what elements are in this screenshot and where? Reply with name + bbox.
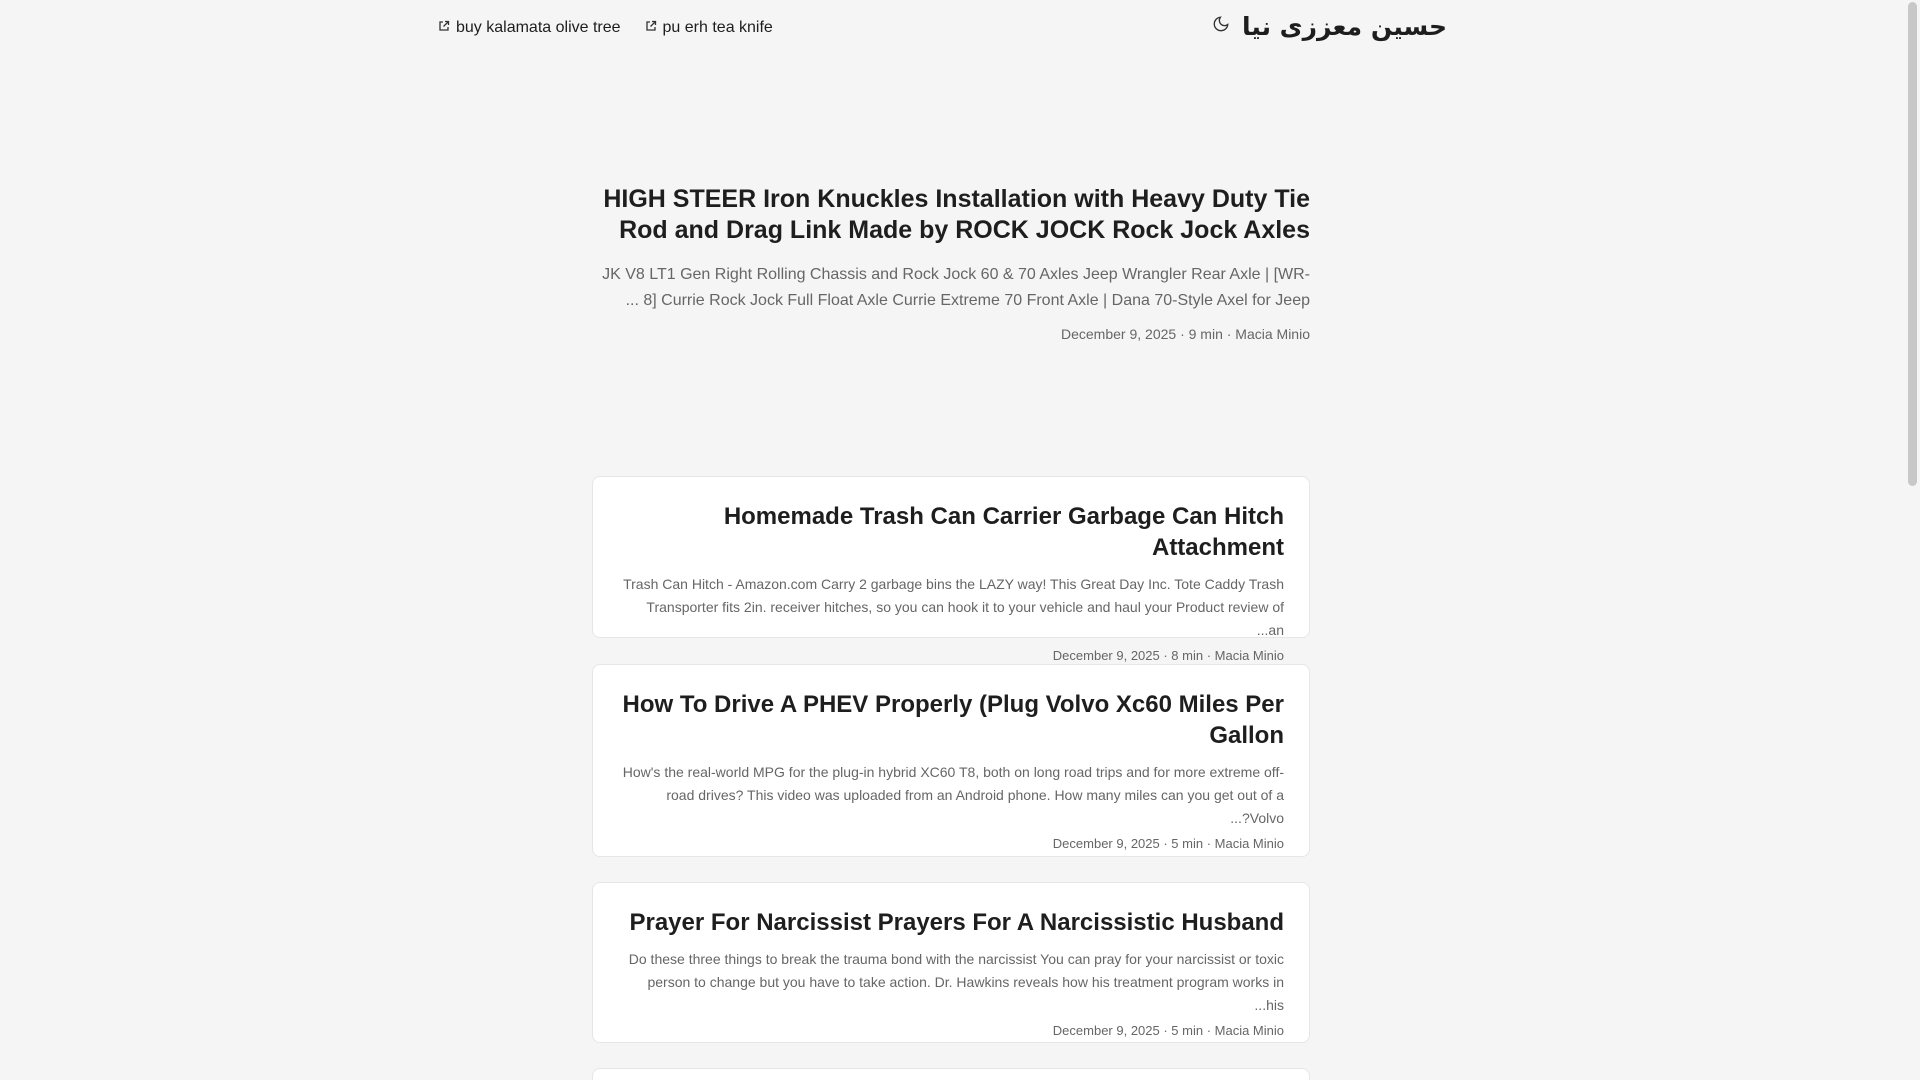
post-card[interactable] [592, 882, 1310, 1043]
post-card[interactable] [592, 1068, 1310, 1080]
header-link-tea-knife[interactable] [645, 19, 773, 37]
post-title[interactable]: Homemade Trash Can Carrier Garbage Can Hitch Attachment [723, 503, 1284, 561]
featured-post-excerpt: JK V8 LT1 Gen Right Rolling Chassis and Rock Jock 60 & 70 Axles Jeep Wrangler Rear Axle | [WR-8] Currie Rock Jock Full Float Axle Currie Extreme 70 Front Axle | Dana 70-Style Axel for Jeep ... [602, 266, 1310, 309]
post-excerpt: Trash Can Hitch - Amazon.com Carry 2 garbage bins the LAZY way! This Great Day Inc. Tote Caddy Trash Transporter fits 2in. receiver hitches, so you can hook it to your vehicle and haul your Product review of an... [623, 576, 1284, 638]
scrollbar[interactable] [1905, 0, 1920, 1080]
post-title[interactable]: How To Drive A PHEV Properly (Plug Volvo Xc60 Miles Per Gallon [622, 691, 1284, 749]
post-meta: December 9, 2025 · 5 min · Macia Minio [1052, 836, 1284, 851]
post-meta: December 9, 2025 · 8 min · Macia Minio [1052, 648, 1284, 663]
external-link-icon [645, 19, 657, 37]
post-card[interactable] [592, 664, 1310, 857]
site-header [0, 0, 1905, 60]
featured-post-title[interactable]: HIGH STEER Iron Knuckles Installation with Heavy Duty Tie Rod and Drag Link Made by ROCK JOCK Rock Jock Axles [603, 185, 1310, 244]
post-card[interactable] [592, 476, 1310, 663]
post-excerpt: Do these three things to break the trauma bond with the narcissist You can pray for your narcissist or toxic person to change but you have to take action. Dr. Hawkins reveals how his treatment program works in his... [628, 951, 1284, 1013]
scrollbar-thumb[interactable] [1908, 2, 1917, 486]
brand [1212, 12, 1447, 41]
featured-post[interactable] [592, 184, 1310, 342]
external-link-icon [438, 19, 450, 37]
post-meta: December 9, 2025 · 5 min · Macia Minio [1052, 1023, 1284, 1038]
header-link-label: pu erh tea knife [662, 19, 773, 36]
post-excerpt: How's the real-world MPG for the plug-in hybrid XC60 T8, both on long road trips and for more extreme off-road drives? This video was uploaded from an Android phone. How many miles can you get out of a Volvo?... [622, 764, 1284, 826]
header-links [438, 19, 773, 37]
header-link-label: buy kalamata olive tree [456, 19, 621, 36]
header-link-olive-tree[interactable] [438, 19, 621, 37]
moon-icon[interactable] [1212, 15, 1230, 38]
post-title[interactable]: Prayer For Narcissist Prayers For A Narcissistic Husband [629, 909, 1284, 936]
featured-post-meta: December 9, 2025 · 9 min · Macia Minio [1061, 326, 1310, 342]
site-title-link[interactable]: حسین معززی نیا [1242, 12, 1447, 41]
